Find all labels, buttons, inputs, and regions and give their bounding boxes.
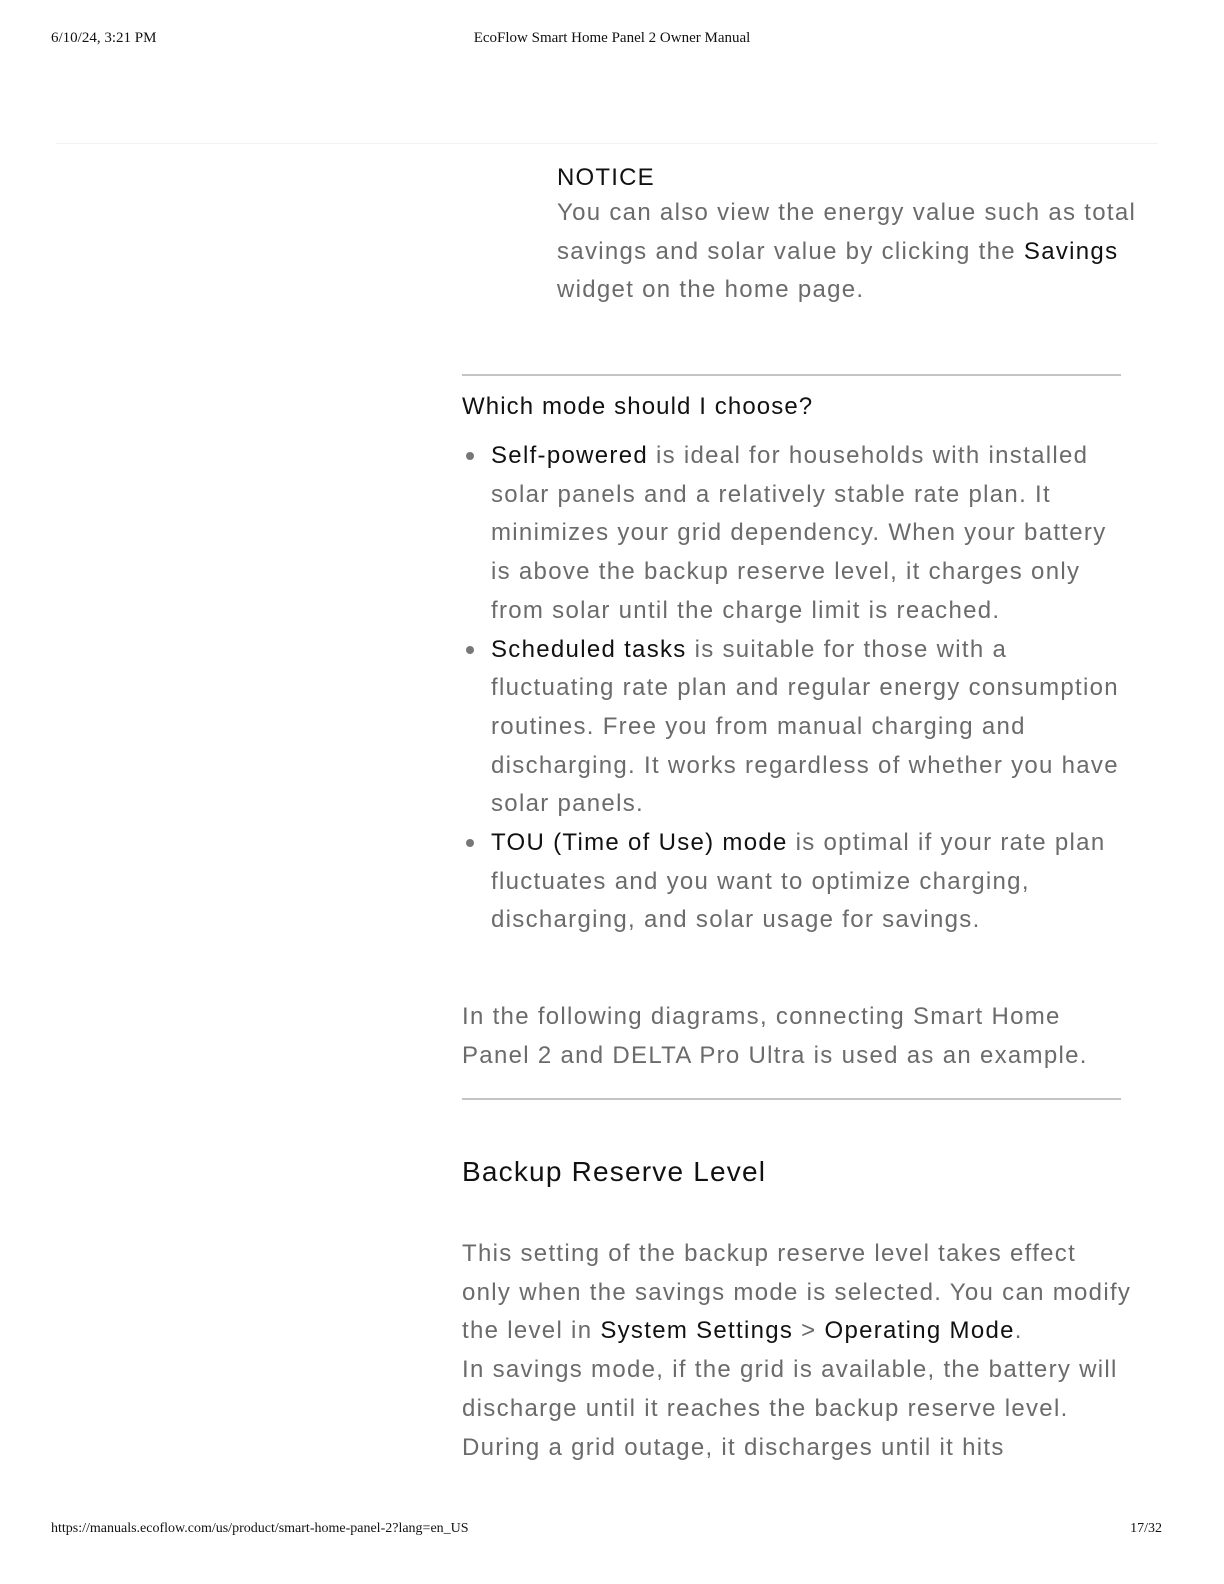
- faq-top-divider: [462, 374, 1121, 376]
- list-item: [462, 824, 1132, 940]
- bullet-icon: [466, 646, 474, 654]
- print-url: https://manuals.ecoflow.com/us/product/smart-home-panel-2?lang=en_US: [51, 1521, 469, 1536]
- page-number: 17/32: [1130, 1521, 1162, 1536]
- backup-reserve-body: [462, 1235, 1132, 1467]
- notice-text-after: widget on the home page.: [557, 276, 865, 304]
- print-datetime: 6/10/24, 3:21 PM: [51, 30, 157, 46]
- path-separator: >: [793, 1317, 825, 1345]
- mode-description: is optimal if your rate plan fluctuates and you want to optimize charging, discharging, and solar usage for savings.: [491, 829, 1106, 934]
- notice-box: [557, 161, 1137, 310]
- mode-name: TOU (Time of Use) mode: [491, 829, 788, 857]
- notice-text-before: You can also view the energy value such as total savings and solar value by clicking the: [557, 199, 1137, 265]
- settings-path-system-settings: System Settings: [600, 1317, 794, 1345]
- bullet-icon: [466, 839, 474, 847]
- paragraph-end: .: [1014, 1317, 1023, 1345]
- list-item: [462, 437, 1132, 631]
- settings-path-operating-mode: Operating Mode: [824, 1317, 1015, 1345]
- section-heading: Backup Reserve Level: [462, 1156, 767, 1187]
- backup-reserve-paragraph: In savings mode, if the grid is available, the battery will discharge until it reaches the backup reserve level. During a grid outage, it discharges until it hits: [462, 1356, 1118, 1461]
- faq-question: Which mode should I choose?: [462, 393, 814, 420]
- paragraph-text: This setting of the backup reserve level takes effect only when the savings mode is selected. You can modify the level in: [462, 1240, 1132, 1345]
- backup-reserve-paragraph: [462, 1235, 1132, 1351]
- top-divider: [56, 143, 1158, 144]
- mode-name: Scheduled tasks: [491, 635, 687, 663]
- mode-description: is suitable for those with a fluctuating rate plan and regular energy consumption routines. Free you from manual charging and discharging. It works regardless of whether you have solar panels.: [491, 635, 1119, 818]
- mode-name: Self-powered: [491, 442, 649, 469]
- list-item: [462, 631, 1132, 825]
- example-note: In the following diagrams, connecting Smart Home Panel 2 and DELTA Pro Ultra is used as an example.: [462, 1003, 1088, 1069]
- print-page-title: EcoFlow Smart Home Panel 2 Owner Manual: [473, 30, 751, 46]
- notice-text: [557, 194, 1137, 310]
- bullet-icon: [466, 452, 474, 460]
- notice-title: NOTICE: [557, 164, 655, 191]
- mode-list: [462, 437, 1132, 940]
- savings-widget-reference: Savings: [1023, 237, 1119, 265]
- faq-bottom-divider: [462, 1098, 1121, 1100]
- mode-description: is ideal for households with installed solar panels and a relatively stable rate plan. It minimizes your grid dependency. When your battery is above the backup reserve level, it charges only from solar until the charge limit is reached.: [491, 442, 1107, 624]
